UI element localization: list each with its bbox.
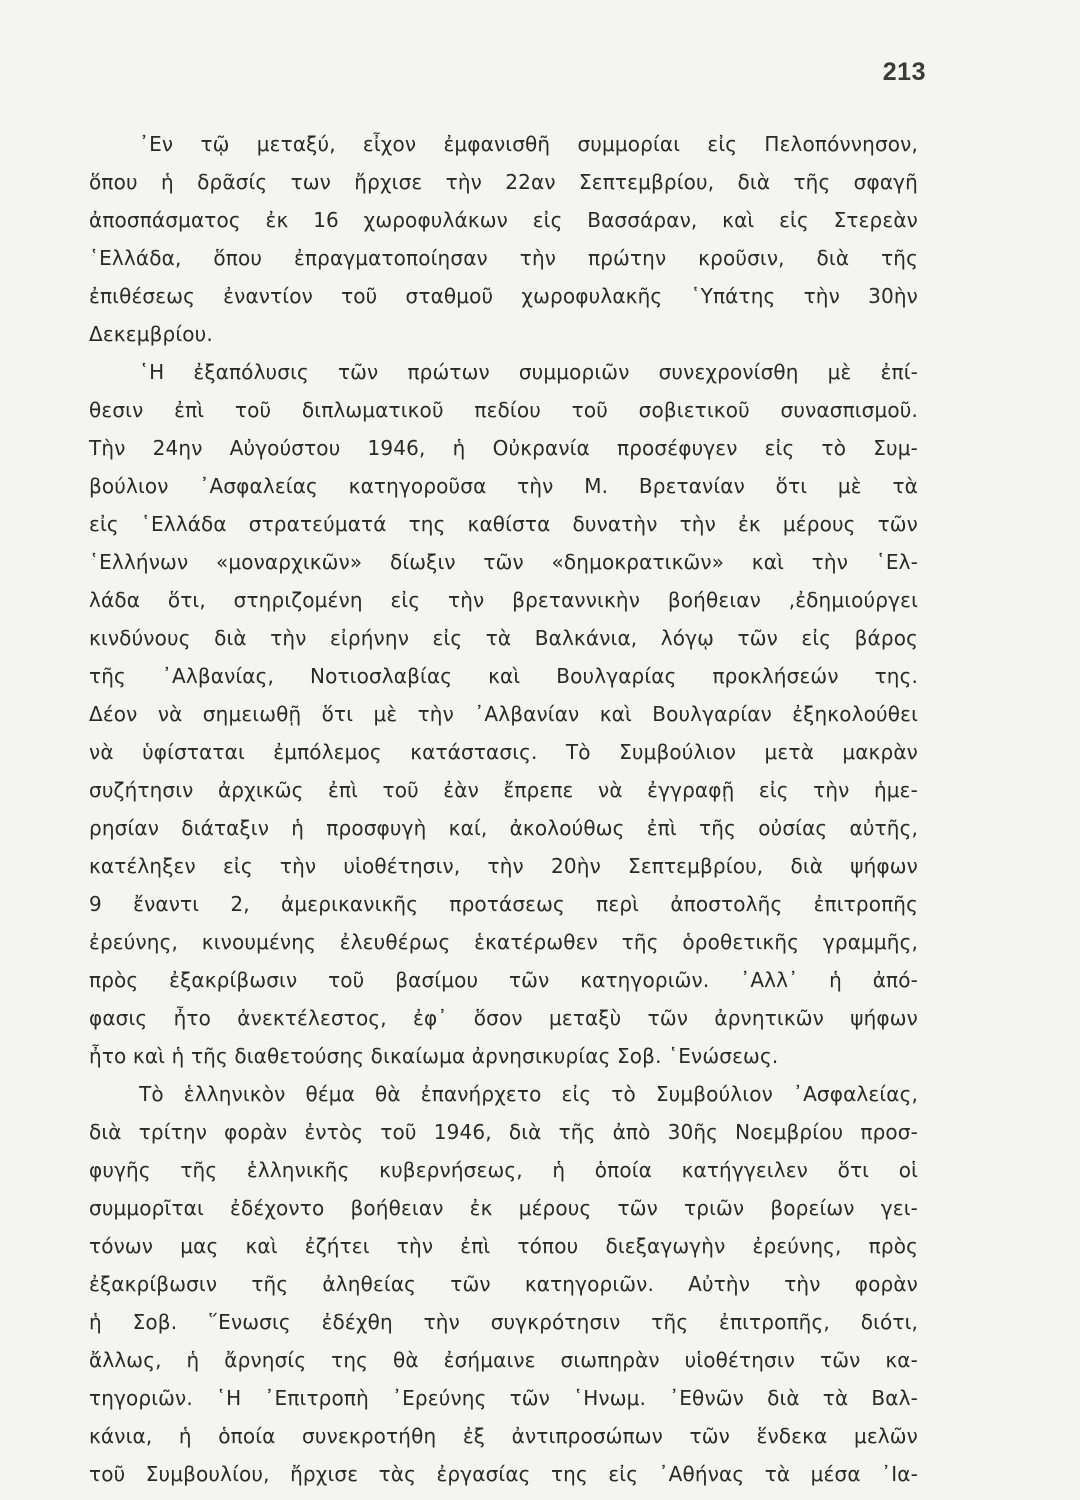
text-line: ἀποσπάσματος ἐκ 16 χωροφυλάκων εἰς Βασσάραν, καὶ εἰς Στερεὰν (89, 208, 918, 232)
text-line: ῾Η ἐξαπόλυσις τῶν πρώτων συμμοριῶν συνεχρονίσθη μὲ ἐπί- (139, 360, 918, 384)
text-line: Τὸ ἑλληνικὸν θέμα θὰ ἐπανήρχετο εἰς τὸ Συμβούλιον ᾿Ασφαλείας, (139, 1082, 918, 1106)
text-line: Τὴν 24ην Αὐγούστου 1946, ἡ Οὐκρανία προσέφυγεν εἰς τὸ Συμ- (89, 436, 918, 460)
text-line: τηγοριῶν. ῾Η ᾿Επιτροπὴ ᾿Ερεύνης τῶν ῾Ηνωμ. ᾿Εθνῶν διὰ τὰ Βαλ- (89, 1386, 918, 1410)
text-line: ᾿Εν τῷ μεταξύ, εἶχον ἐμφανισθῆ συμμορίαι εἰς Πελοπόννησον, (139, 132, 918, 156)
text-line: εἰς ῾Ελλάδα στρατεύματά της καθίστα δυνατὴν τὴν ἐκ μέρους τῶν (89, 512, 918, 536)
text-line: κάνια, ἡ ὁποία συνεκροτήθη ἐξ ἀντιπροσώπων τῶν ἕνδεκα μελῶν (89, 1424, 918, 1448)
text-line: τόνων μας καὶ ἐζήτει τὴν ἐπὶ τόπου διεξαγωγὴν ἐρεύνης, πρὸς (89, 1234, 918, 1258)
text-line: τοῦ Συμβουλίου, ἤρχισε τὰς ἐργασίας της εἰς ᾿Αθήνας τὰ μέσα ᾿Ια- (89, 1462, 918, 1486)
text-line: ῾Ελλάδα, ὅπου ἐπραγματοποίησαν τὴν πρώτην κροῦσιν, διὰ τῆς (89, 246, 918, 270)
text-line: φασις ἦτο ἀνεκτέλεστος, ἐφ᾿ ὅσον μεταξὺ τῶν ἀρνητικῶν ψήφων (89, 1006, 918, 1030)
text-line: ρησίαν διάταξιν ἡ προσφυγὴ καί, ἀκολούθως ἐπὶ τῆς οὐσίας αὐτῆς, (89, 816, 918, 840)
body-text (89, 125, 918, 1493)
text-line: νὰ ὑφίσταται ἐμπόλεμος κατάστασις. Τὸ Συμβούλιον μετὰ μακρὰν (89, 740, 918, 764)
text-line: ἐπιθέσεως ἐναντίον τοῦ σταθμοῦ χωροφυλακῆς ῾Υπάτης τὴν 30ὴν (89, 284, 918, 308)
text-line: Δέον νὰ σημειωθῇ ὅτι μὲ τὴν ᾿Αλβανίαν καὶ Βουλγαρίαν ἐξηκολούθει (89, 702, 918, 726)
text-line: φυγῆς τῆς ἑλληνικῆς κυβερνήσεως, ἡ ὁποία κατήγγειλεν ὅτι οἱ (89, 1158, 918, 1182)
text-line: ἐξακρίβωσιν τῆς ἀληθείας τῶν κατηγοριῶν. Αὐτὴν τὴν φορὰν (89, 1272, 918, 1296)
text-line: συμμορῖται ἐδέχοντο βοήθειαν ἐκ μέρους τῶν τριῶν βορείων γει- (89, 1196, 918, 1220)
text-line: λάδα ὅτι, στηριζομένη εἰς τὴν βρεταννικὴν βοήθειαν ,ἐδημιούργει (89, 588, 918, 612)
text-line: ὅπου ἡ δρᾶσίς των ἤρχισε τὴν 22αν Σεπτεμβρίου, διὰ τῆς σφαγῆ (89, 170, 918, 194)
text-line: ἡ Σοβ. ῞Ενωσις ἐδέχθη τὴν συγκρότησιν τῆς ἐπιτροπῆς, διότι, (89, 1310, 918, 1334)
text-line: θεσιν ἐπὶ τοῦ διπλωματικοῦ πεδίου τοῦ σοβιετικοῦ συνασπισμοῦ. (89, 398, 918, 422)
page-number: 213 (882, 58, 926, 86)
text-line: ῾Ελλήνων «μοναρχικῶν» δίωξιν τῶν «δημοκρατικῶν» καὶ τὴν ῾Ελ- (89, 550, 918, 574)
text-line: ἐρεύνης, κινουμένης ἐλευθέρως ἑκατέρωθεν τῆς ὁροθετικῆς γραμμῆς, (89, 930, 918, 954)
text-line: κατέληξεν εἰς τὴν υἱοθέτησιν, τὴν 20ὴν Σεπτεμβρίου, διὰ ψήφων (89, 854, 918, 878)
text-line: πρὸς ἐξακρίβωσιν τοῦ βασίμου τῶν κατηγοριῶν. ᾿Αλλ᾿ ἡ ἀπό- (89, 968, 918, 992)
text-line: κινδύνους διὰ τὴν εἰρήνην εἰς τὰ Βαλκάνια, λόγῳ τῶν εἰς βάρος (89, 626, 918, 650)
text-line: τῆς ᾿Αλβανίας, Νοτιοσλαβίας καὶ Βουλγαρίας προκλήσεών της. (89, 664, 918, 688)
text-line: συζήτησιν ἀρχικῶς ἐπὶ τοῦ ἐὰν ἔπρεπε νὰ ἐγγραφῇ εἰς τὴν ἡμε- (89, 778, 918, 802)
text-line: ἄλλως, ἡ ἄρνησίς της θὰ ἐσήμαινε σιωπηρὰν υἱοθέτησιν τῶν κα- (89, 1348, 918, 1372)
text-line: ἦτο καὶ ἡ τῆς διαθετούσης δικαίωμα ἀρνησικυρίας Σοβ. ῾Ενώσεως. (89, 1044, 779, 1068)
text-line: 9 ἔναντι 2, ἀμερικανικῆς προτάσεως περὶ ἀποστολῆς ἐπιτροπῆς (89, 892, 918, 916)
text-line: Δεκεμβρίου. (89, 322, 213, 346)
text-line: βούλιον ᾿Ασφαλείας κατηγοροῦσα τὴν Μ. Βρετανίαν ὅτι μὲ τὰ (89, 474, 918, 498)
text-line: διὰ τρίτην φορὰν ἐντὸς τοῦ 1946, διὰ τῆς ἀπὸ 30ῆς Νοεμβρίου προσ- (89, 1120, 918, 1144)
